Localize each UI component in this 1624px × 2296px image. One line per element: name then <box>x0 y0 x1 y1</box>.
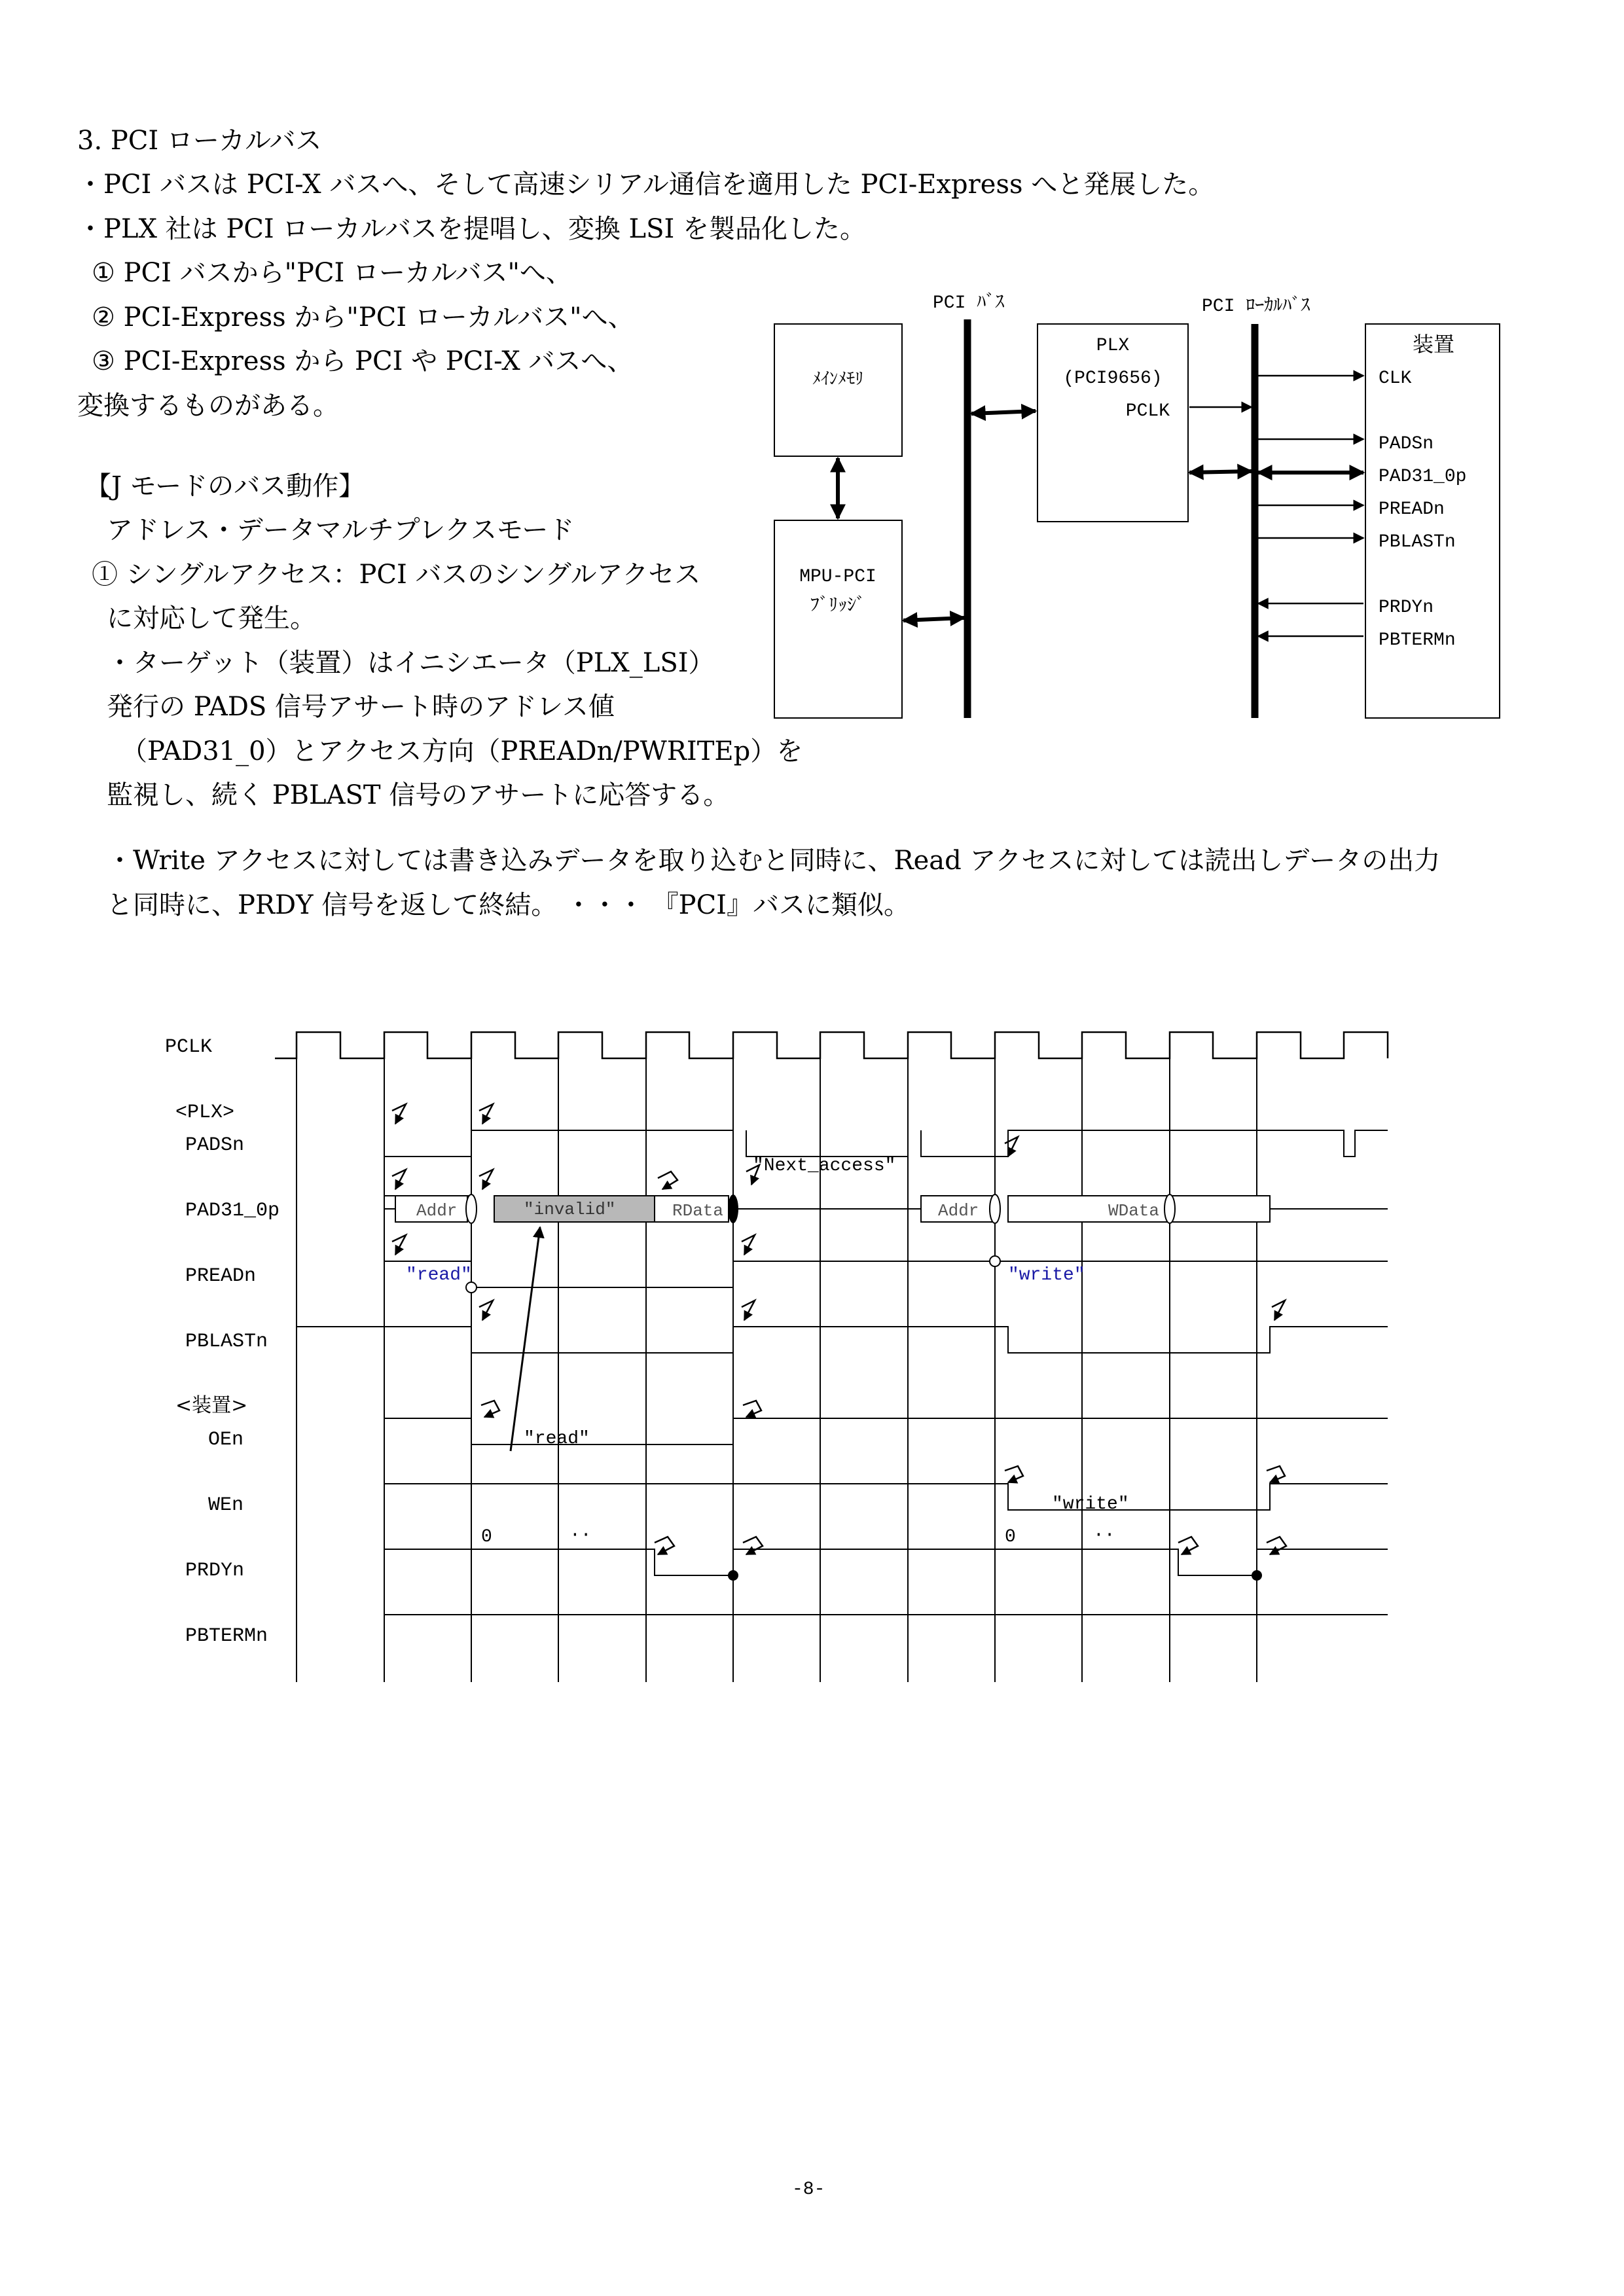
oen-read-annotation: "read" <box>524 1429 590 1449</box>
pad-crossover <box>1164 1194 1175 1223</box>
conversion-item: ② PCI-Express から"PCI ローカルバス"へ、 <box>92 302 634 332</box>
conversion-tail: 変換するものがある。 <box>77 391 339 421</box>
section-title: 3. PCI ローカルバス <box>77 126 322 156</box>
padsn-waveform <box>384 1130 1388 1157</box>
prdyn-dot <box>1252 1570 1262 1581</box>
jmode-line: ① シングルアクセス：PCI バスのシングルアクセス <box>92 560 701 590</box>
pread-read-annotation: "read" <box>406 1265 472 1285</box>
plx-label-1: PLX <box>1096 336 1130 356</box>
prdyn-dots-a: ·· <box>569 1525 592 1545</box>
main-memory-box <box>774 324 902 456</box>
pci-bus-label: PCI ﾊﾞｽ <box>933 293 1005 314</box>
page-number: -8- <box>792 2179 825 2200</box>
pci-plx-arrow <box>971 411 1036 414</box>
local-bus-label: PCI ﾛｰｶﾙﾊﾞｽ <box>1202 296 1310 317</box>
bridge-pci-arrow <box>903 618 964 620</box>
write-read-note: ・Write アクセスに対しては書き込みデータを取り込むと同時に、Read アクセスに対しては読出しデータの出力 <box>107 846 1441 876</box>
label-plx-group: <PLX> <box>175 1102 235 1124</box>
pad-rdata-label: RData <box>672 1201 724 1221</box>
device-signal-pblastn: PBLASTn <box>1379 532 1456 552</box>
prdyn-waveform <box>384 1549 1388 1575</box>
pblastn-waveform <box>297 1327 1388 1353</box>
intro-bullet: ・PCI バスは PCI-X バスへ、そして高速シリアル通信を適用した PCI-Express へと発展した。 <box>77 170 1215 200</box>
block-diagram <box>0 0 1624 785</box>
device-signal-prdyn: PRDYn <box>1379 598 1434 618</box>
label-device-group: <装置> <box>175 1394 248 1417</box>
pread-write-annotation: "write" <box>1008 1265 1085 1285</box>
wen-write-annotation: "write" <box>1052 1494 1129 1515</box>
jmode-line: 監視し、続く PBLAST 信号のアサートに応答する。 <box>107 780 730 810</box>
prdyn-dots-b: ·· <box>1093 1525 1115 1545</box>
prdyn-count-0b: 0 <box>1005 1527 1016 1547</box>
pad-crossover <box>466 1194 477 1223</box>
device-signal-pad: PAD31_0p <box>1379 467 1467 487</box>
device-signal-clk: CLK <box>1379 368 1412 389</box>
plx-label-2: (PCI9656) <box>1063 368 1163 389</box>
pad-addr2-label: Addr <box>938 1201 979 1221</box>
jmode-line: に対応して発生。 <box>107 603 316 634</box>
pad-addr1-label: Addr <box>416 1201 458 1221</box>
label-preadn: PREADn <box>185 1265 257 1287</box>
bridge-box <box>774 520 902 718</box>
main-memory-label: ﾒｲﾝﾒﾓﾘ <box>812 370 864 389</box>
device-signal-padsn: PADSn <box>1379 434 1434 454</box>
device-signal-preadn: PREADn <box>1379 499 1445 520</box>
pclk-waveform <box>275 1032 1388 1058</box>
pad-invalid-label: "invalid" <box>524 1200 616 1219</box>
device-title: 装置 <box>1412 332 1455 357</box>
jmode-line: 発行の PADS 信号アサート時のアドレス値 <box>107 692 615 722</box>
timing-diagram <box>0 982 1624 1702</box>
label-pbtermn: PBTERMn <box>185 1625 268 1647</box>
write-read-note: と同時に、PRDY 信号を返して終結。 ・・・ 『PCI』バスに類似。 <box>107 890 910 920</box>
device-signal-pbtermn: PBTERMn <box>1379 630 1456 651</box>
intro-bullet: ・PLX 社は PCI ローカルバスを提唱し、変換 LSI を製品化した。 <box>77 214 867 244</box>
oen-invalid-arrow <box>511 1227 540 1451</box>
jmode-heading: 【J モードのバス動作】 <box>85 471 365 501</box>
label-prdyn: PRDYn <box>185 1560 245 1582</box>
preadn-bubble <box>990 1256 1000 1266</box>
jmode-line: （PAD31_0）とアクセス方向（PREADn/PWRITEp）を <box>121 736 803 766</box>
plx-local-arrow <box>1189 471 1252 473</box>
pad-crossover <box>990 1194 1000 1223</box>
label-pclk: PCLK <box>165 1036 213 1058</box>
bridge-label-1: MPU-PCI <box>799 567 876 587</box>
next-access-annotation: "Next_access" <box>753 1156 896 1176</box>
conversion-item: ③ PCI-Express から PCI や PCI-X バスへ、 <box>92 346 634 376</box>
prdyn-count-0a: 0 <box>481 1527 492 1547</box>
jmode-line: ・ターゲット（装置）はイニシエータ（PLX_LSI） <box>107 648 715 678</box>
pad-wdata-label: WData <box>1108 1201 1160 1221</box>
pad-crossover <box>728 1194 738 1223</box>
label-pad: PAD31_0p <box>185 1200 280 1222</box>
plx-label-3: PCLK <box>1125 401 1170 422</box>
prdyn-dot <box>728 1570 738 1581</box>
conversion-item: ① PCI バスから"PCI ローカルバス"へ、 <box>92 258 572 288</box>
label-wen: WEn <box>208 1494 244 1516</box>
clock-grid <box>297 1041 1257 1682</box>
jmode-line: アドレス・データマルチプレクスモード <box>107 515 575 545</box>
label-padsn: PADSn <box>185 1134 245 1157</box>
wen-waveform <box>384 1484 1388 1510</box>
label-oen: OEn <box>208 1429 244 1451</box>
label-pblastn: PBLASTn <box>185 1331 268 1353</box>
bridge-label-2: ﾌﾞﾘｯｼﾞ <box>810 596 866 617</box>
